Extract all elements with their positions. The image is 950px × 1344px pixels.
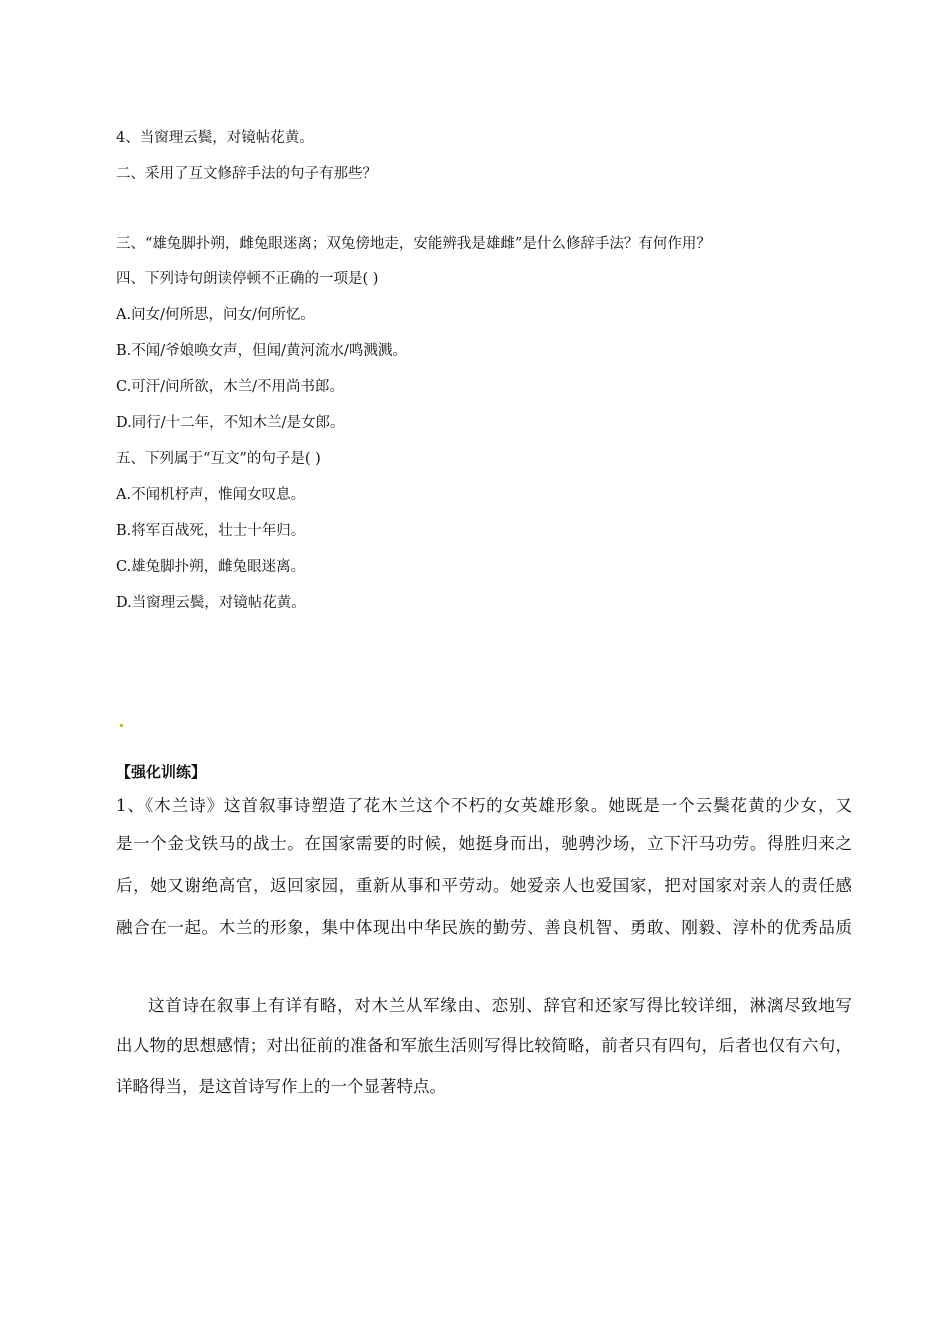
question-4-stem: 四、下列诗句朗读停顿不正确的一项是( ) [116, 271, 379, 287]
training-paragraph-1-line: 融合在一起。木兰的形象，集中体现出中华民族的勤劳、善良机智、勇敢、刚毅、淳朴的优秀品质 [116, 918, 852, 937]
training-paragraph-1-line: 是一个金戈铁马的战士。在国家需要的时候，她挺身而出，驰骋沙场，立下汗马功劳。得胜归来之 [116, 834, 852, 853]
question-item-4: 4、当窗理云鬓，对镜帖花黄。 [116, 130, 314, 146]
question-5-option-c: C.雄兔脚扑朔，雌兔眼迷离。 [116, 559, 306, 575]
question-2: 二、采用了互文修辞手法的句子有那些？ [116, 166, 377, 182]
question-5-stem: 五、下列属于“互文”的句子是( ) [116, 451, 321, 467]
training-paragraph-2-line: 详略得当，是这首诗写作上的一个显著特点。 [116, 1077, 446, 1096]
question-5-option-d: D.当窗理云鬓，对镜帖花黄。 [116, 595, 306, 611]
question-4-option-b: B.不闻/爷娘唤女声，但闻/黄河流水/鸣溅溅。 [116, 343, 407, 359]
training-paragraph-2-line: 出人物的思想感情；对出征前的准备和军旅生活则写得比较简略，前者只有四句，后者也仅有六句， [116, 1036, 852, 1055]
training-heading: 【强化训练】 [116, 763, 207, 781]
stray-mark [120, 724, 123, 727]
question-3: 三、“雄兔脚扑朔，雌兔眼迷离；双兔傍地走，安能辨我是雄雌”是什么修辞手法？有何作用？ [116, 236, 711, 252]
question-5-option-b: B.将军百战死，壮士十年归。 [116, 523, 306, 539]
question-4-option-c: C.可汗/问所欲，木兰/不用尚书郎。 [116, 379, 344, 395]
question-4-option-d: D.同行/十二年，不知木兰/是女郎。 [116, 415, 345, 431]
training-paragraph-2-line: 这首诗在叙事上有详有略，对木兰从军缘由、恋别、辞官和还家写得比较详细，淋漓尽致地写 [148, 996, 852, 1015]
training-paragraph-1-line: 1、《木兰诗》这首叙事诗塑造了花木兰这个不朽的女英雄形象。她既是一个云鬓花黄的少女，又 [116, 796, 852, 815]
question-5-option-a: A.不闻机杼声，惟闻女叹息。 [116, 487, 306, 503]
training-paragraph-1-line: 后，她又谢绝高官，返回家园，重新从事和平劳动。她爱亲人也爱国家，把对国家对亲人的责任感 [116, 876, 852, 895]
question-4-option-a: A.问女/何所思，问女/何所忆。 [116, 307, 315, 323]
